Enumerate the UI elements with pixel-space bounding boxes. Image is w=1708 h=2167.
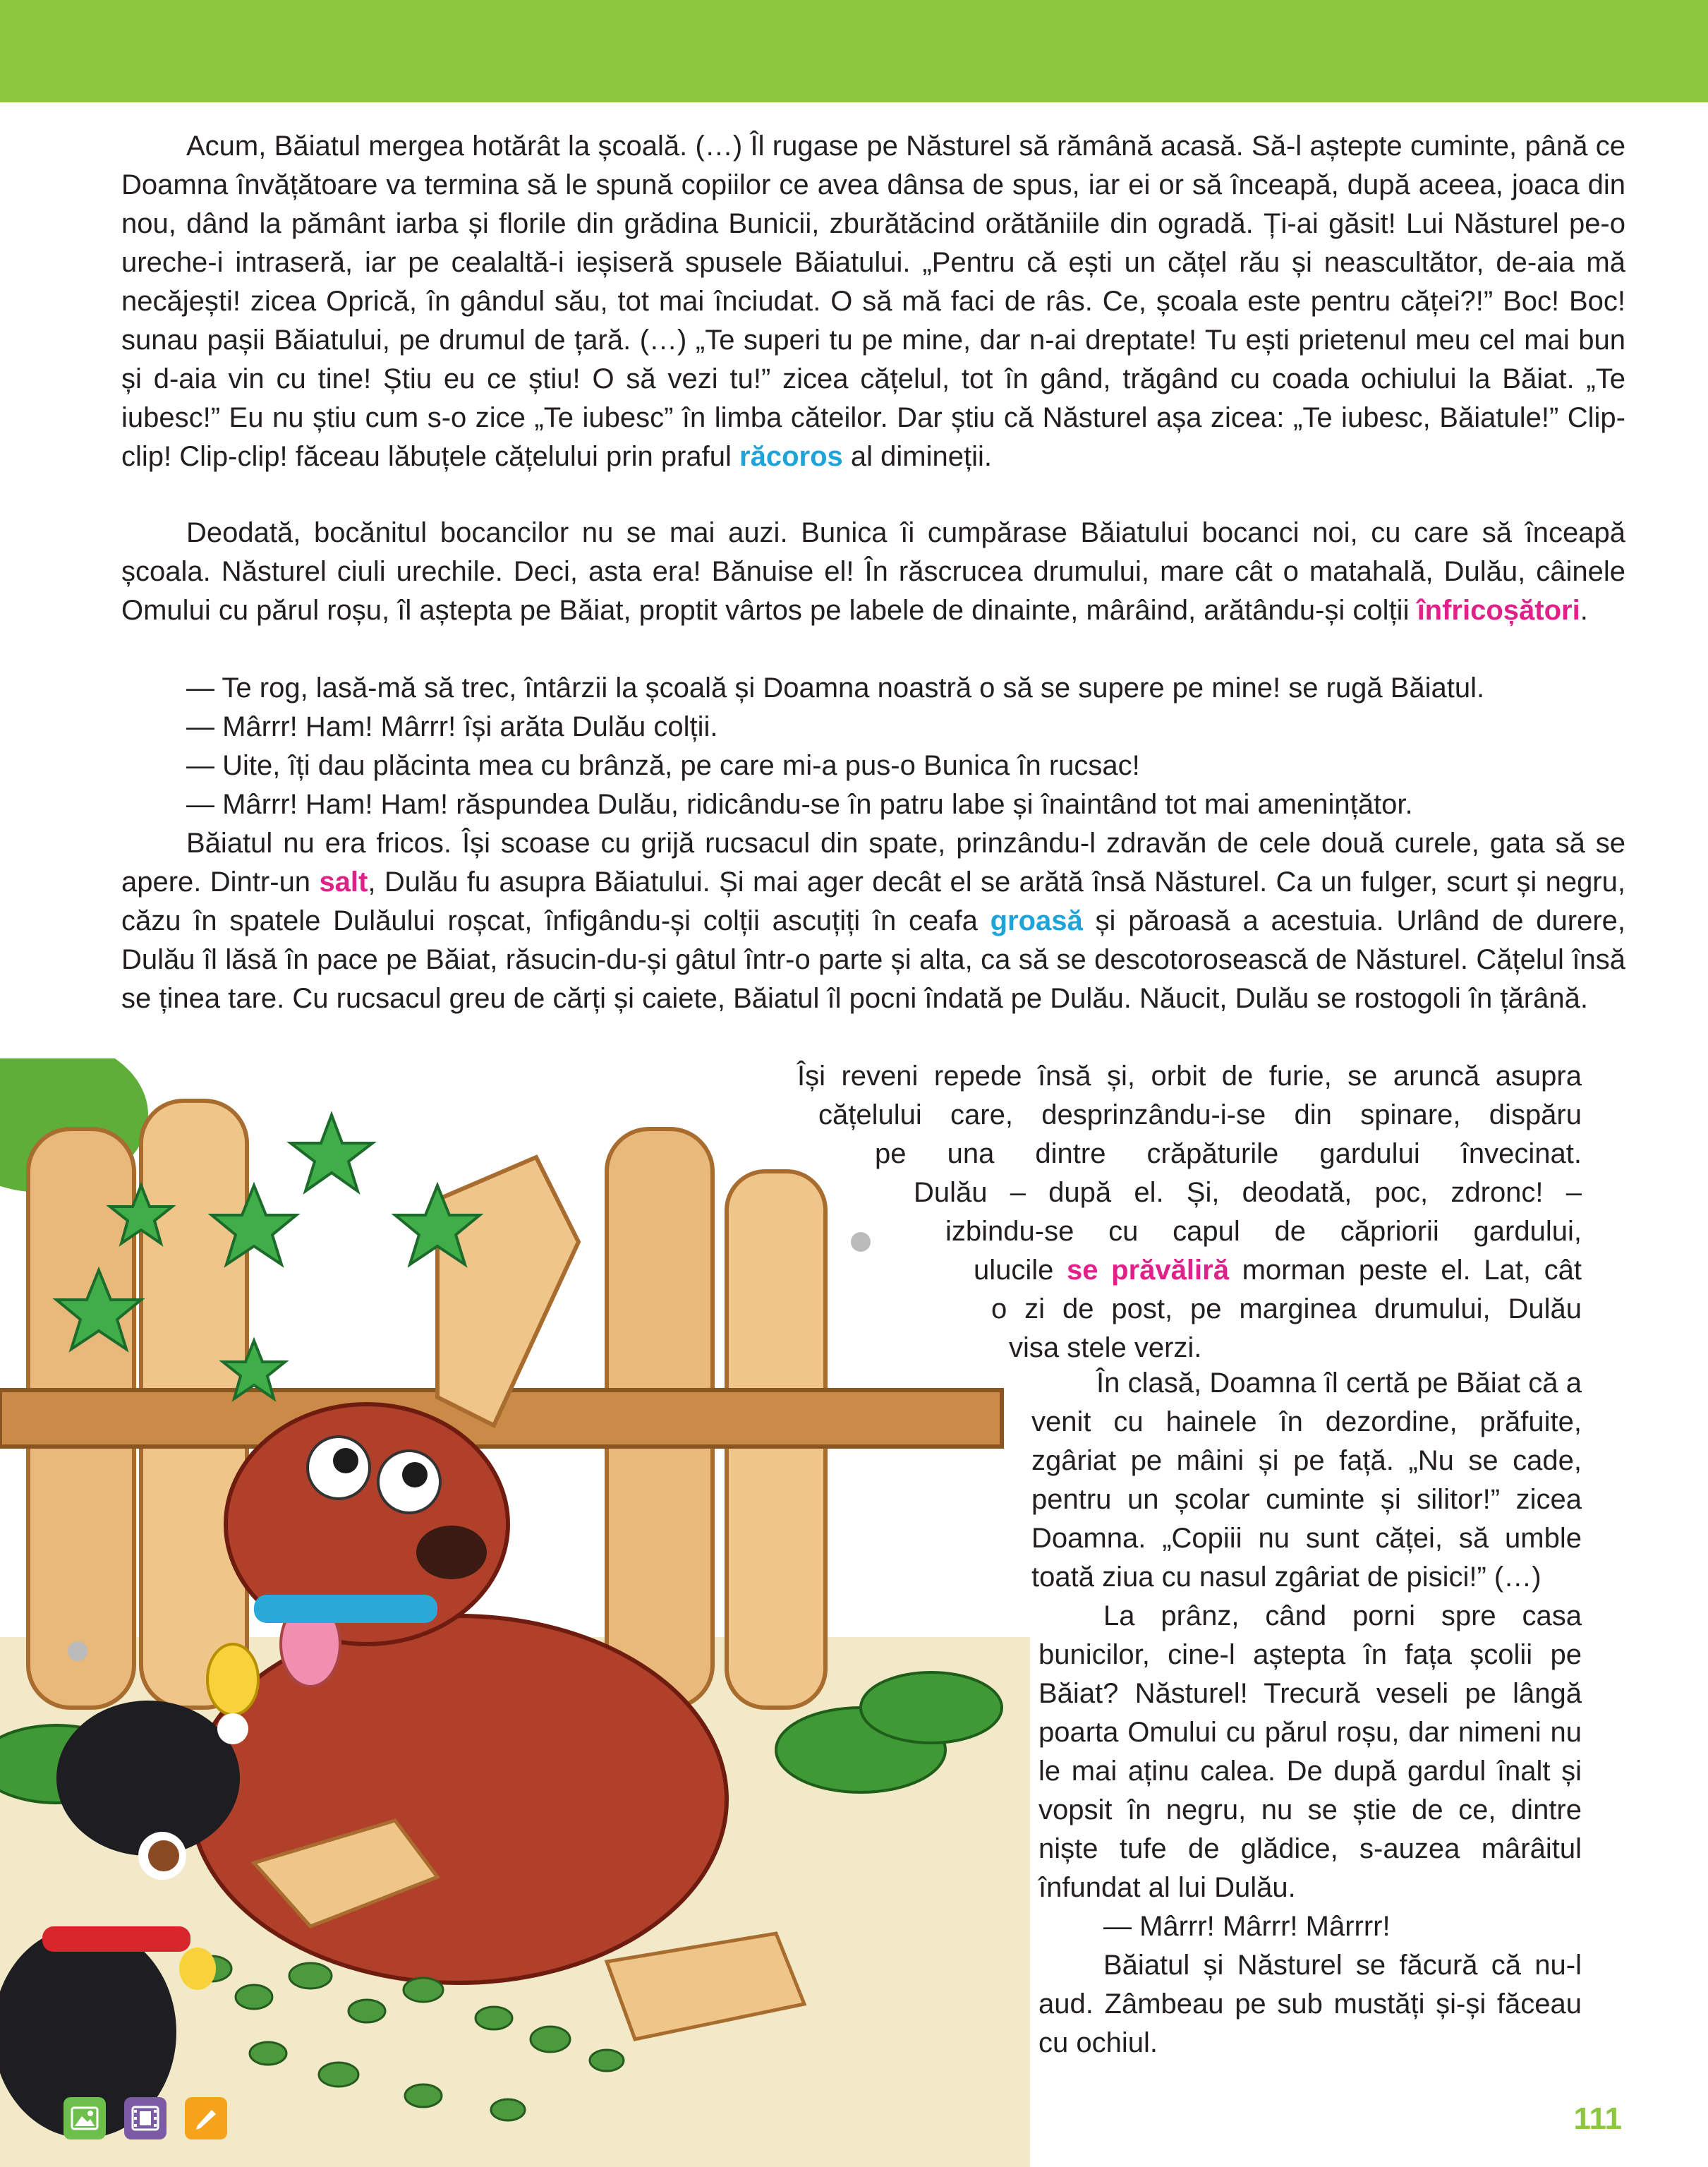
paragraph-3 [121, 824, 1625, 1018]
text-run: Deodată, bocănitul bocancilor nu se mai auzi. Bunica îi cumpărase Băiatului bocanci noi, cu care să înceapă școala. Năsturel ciuli urechile. Deci, asta era! Bănuise el! În răscrucea drumului, mare cât o matahală, Dulău, câinele Omului cu părul roșu, îl aștepta pe Băiat, proptit vârtos pe labele de dinainte, mârâind, arătându-și colții [121, 517, 1625, 626]
highlighted-word: salt [319, 867, 368, 898]
text-run: La prânz, când porni spre casa bunicilor, cine-l aștepta în fața școlii pe Băiat? Năsturel! Trecură veseli pe lângă poarta Omului cu părul roșu, dar nimeni nu le mai aținu calea. De după gardul înalt și vopsit în negru, nu se știe de ce, dintre niște tufe de glădice, s-auzea mârâitul înfundat al lui Dulău. [1038, 1600, 1582, 1903]
text-run: și păroasă a acestuia. Urlând de durere, Dulău îl lăsă în pace pe Băiat, răsucin-du-și gâtul într-o parte și alta, ca să se descotorosească de Năsturel. Cățelul însă se ținea tare. Cu rucsacul greu de cărți și caiete, Băiatul îl pocni îndată pe Dulău. Năucit, Dulău se rostogoli în țărână. [121, 905, 1625, 1014]
text-run: al dimineții. [842, 441, 992, 472]
wrap-line [914, 1173, 1582, 1212]
dialogue-line-2 [186, 708, 1625, 747]
dialogue-line-4 [186, 785, 1625, 824]
paragraph-2 [121, 514, 1625, 630]
text-run: — Mârrr! Ham! Mârrr! își arăta Dulău colții. [186, 711, 718, 742]
wrap-line [1009, 1329, 1582, 1368]
text-run: cățelului care, desprinzându-i-se din spinare, dispăru [818, 1099, 1582, 1130]
text-run: Dulău – după el. Și, deodată, poc, zdronc! – [914, 1177, 1582, 1208]
text-run: — Uite, îți dau plăcinta mea cu brânză, pe care mi-a pus-o Bunica în rucsac! [186, 750, 1140, 781]
text-run: , Dulău fu asupra Băiatului. Și mai ager decât el se arătă însă Năsturel. Ca un fulger, scurt și negru, căzu în spatele Dulăului roșcat, înfigându-și colții ascuțiți în ceafa [121, 867, 1625, 936]
wrap-line [991, 1290, 1582, 1329]
image-icon[interactable] [63, 2097, 106, 2139]
highlighted-word: groasă [990, 905, 1083, 936]
wrap-line [974, 1251, 1582, 1290]
text-run: Își reveni repede însă și, orbit de furie, se aruncă asupra [797, 1061, 1582, 1092]
wrap-line [945, 1212, 1582, 1251]
film-icon[interactable] [124, 2097, 166, 2139]
text-run: morman peste el. Lat, cât [1228, 1255, 1582, 1286]
text-run: — Mârrr! Mârrr! Mârrrr! [1103, 1911, 1391, 1942]
text-run: — Te rog, lasă-mă să trec, întârzii la școală și Doamna noastră o să se supere pe mine! se rugă Băiatul. [186, 672, 1485, 704]
text-run: Băiatul și Năsturel se făcură că nu-l aud. Zâmbeau pe sub mustăți și-și făceau cu ochiul. [1038, 1950, 1582, 2058]
wrap-line [875, 1135, 1582, 1173]
text-run: — Mârrr! Ham! Ham! răspundea Dulău, ridicându-se în patru labe și înaintând tot mai amenințător. [186, 789, 1413, 820]
dialogue-line-5 [1103, 1907, 1583, 1946]
text-run: Băiatul nu era fricos. Își scoase cu grijă rucsacul din spate, prinzându-l zdravăn de cele două curele, gata să se apere. Dintr-un [121, 828, 1625, 898]
text-run: ulucile [974, 1255, 1067, 1286]
highlighted-word: înfricoșători [1417, 595, 1580, 626]
highlighted-word: se prăvăliră [1067, 1255, 1229, 1286]
text-run: izbindu-se cu capul de căpriorii gardului, [945, 1216, 1582, 1247]
dialogue-line-3 [186, 747, 1625, 785]
text-run: Acum, Băiatul mergea hotărât la școală. (…) Îl rugase pe Năsturel să rămână acasă. Să-l aștepte cuminte, până ce Doamna învățătoare va termina să le spună copiilor ce avea dânsa de spus, iar ei or să înceapă, după aceea, joaca din nou, dând la pământ iarba și florile din grădina Bunicii, zburătăcind orătăniile din ogradă. Ți-ai găsit! Lui Năsturel pe-o ureche-i intraseră, iar pe cealaltă-i ieșiseră spusele Băiatului. „Pentru că ești un cățel rău și neascultător, de-aia mă necăjești! zicea Oprică, în gândul său, tot mai înciudat. O să mă faci de râs. Ce, școala este pentru căței?!” Boc! Boc! sunau pașii Băiatului, pe drumul de țară. (…) „Te superi tu pe mine, dar n-ai dreptate! Tu ești prietenul meu cel mai bun și d-aia vin cu tine! Știu eu ce știu! O să vezi tu!” zicea cățelul, tot în gând, trăgând cu coada ochiului la Băiat. „Te iubesc!” Eu nu știu cum s-o zice „Te iubesc” în limba căteilor. Dar știu că Năsturel așa zicea: „Te iubesc, Băiatule!” Clip-clip! Clip-clip! făceau lăbuțele cățelului prin praful [121, 131, 1625, 472]
paragraph-5 [1031, 1364, 1582, 1597]
wrap-line [797, 1057, 1582, 1096]
dialogue-line-1 [186, 669, 1625, 708]
text-run: În clasă, Doamna îl certă pe Băiat că a venit cu hainele în dezordine, prăfuite, zgâriat pe mâini și pe față. „Nu se cade, pentru un școlar cuminte și silitor!” zicea Doamna. „Copiii nu sunt căței, să umble toată ziua cu nasul zgâriat de pisici!” (…) [1031, 1368, 1582, 1593]
illustration [0, 1058, 1030, 2167]
paragraph-6 [1038, 1597, 1582, 1907]
highlighted-word: răcoros [739, 441, 843, 472]
wrap-line [818, 1096, 1582, 1135]
paragraph-1 [121, 127, 1625, 476]
text-run: o zi de post, pe marginea drumului, Dulău [991, 1293, 1582, 1324]
text-run: visa stele verzi. [1009, 1332, 1202, 1363]
pencil-icon[interactable] [185, 2097, 227, 2139]
text-run: pe una dintre crăpăturile gardului învecinat. [875, 1138, 1582, 1169]
text-run: . [1580, 595, 1588, 626]
paragraph-7 [1038, 1946, 1582, 2063]
page-number: 111 [1573, 2101, 1622, 2136]
header-bar [0, 0, 1708, 102]
